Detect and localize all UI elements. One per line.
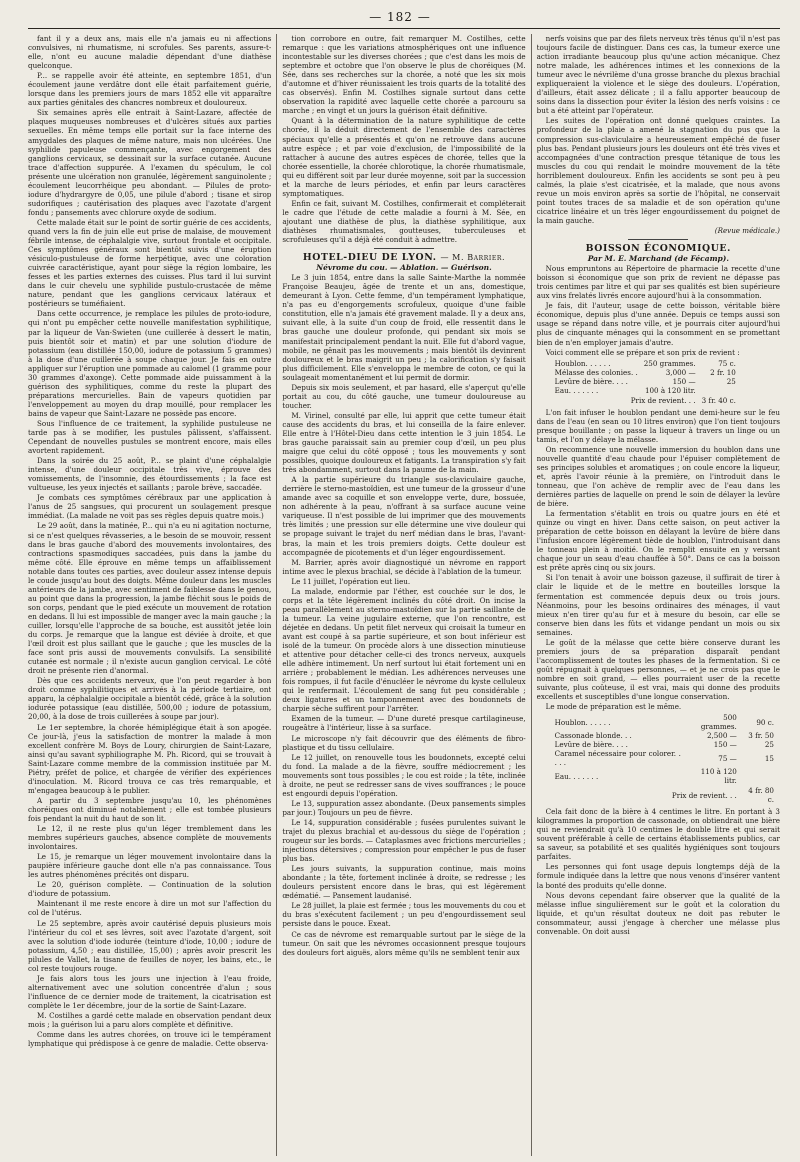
paragraph: Les personnes qui font usage depuis longtemps déjà de la formule indiquée dans la lettre que nous venons d'insérer vantent la bonté des produits qu'elle donne. — [536, 862, 780, 890]
paragraph: Le 25 septembre, après avoir cautérisé depuis plusieurs mois l'intérieur du col et ses lèvres, soit avec l'azotate d'argent, soit avec la solution d'iode iodurée (teinture d'iode, 10,00 ; iodure de potassium, 4,50 ; eau distillée, 15,00) ; après avoir prescrit les pilules de Vallet, la tisane de feuilles de noyer, les bains, etc., le col reste toujours rouge. — [28, 918, 272, 973]
paragraph: Le 13, suppuration assez abondante. (Deux pansements simples par jour.) Toujours un peu de fièvre. — [282, 798, 526, 817]
paragraph: Le mode de préparation est le même. — [545, 702, 682, 712]
recipe-row — [555, 740, 780, 749]
paragraph: Sous l'influence de ce traitement, la syphilide pustuleuse ne tarde pas à se modifier, les pustules pâlissent, s'affaissent. Cependant de nouvelles pustules se montrent encore, mais elles avortent rapidement. — [28, 418, 272, 456]
recipe-table — [555, 713, 780, 804]
quantity: 2,500 — — [706, 731, 737, 741]
recipe-row — [555, 368, 742, 377]
total-value: 3 fr. 40 c. — [701, 395, 736, 405]
paragraph: Le 20, guérison complète. — Continuation de la solution d'iodure de potassium. — [28, 880, 272, 899]
section-heading — [282, 253, 525, 262]
heading-author: — M. Barrier. — [440, 253, 506, 263]
paragraph: M. Costilhes a gardé cette malade en observation pendant deux mois ; la guérison lui a paru alors complète et définitive. — [28, 1010, 272, 1030]
paragraph: Cela fait donc de la bière à 4 centimes le litre. En portant à 3 kilogrammes la proportion de cassonade, on obtiendrait une bière qui ne reviendrait qu'à 10 centimes le double litre et qui serait souvent préférable à celle de certains établissements publics, car sa saveur, sa potabilité et ses qualités hygiéniques sont toujours parfaites. — [536, 807, 780, 862]
ingredient: Houblon. . . . . . — [554, 358, 611, 368]
section-heading: BOISSON ÉCONOMIQUE. — [585, 243, 731, 255]
paragraph: Nous empruntons au Répertoire de pharmacie la recette d'une boisson si économique que son prix de revient ne dépasse pas trois centimes par litre et qui par ses qualités est bien supérieure aux vins frelatés livrés encore aujourd'hui à la consommation. — [536, 264, 780, 301]
paragraph: Le microscope n'y fait découvrir que des éléments de fibro-plastique et du tissu cellulaire. — [282, 733, 526, 752]
quantity: 3,000 — — [665, 367, 696, 377]
cost: 75 c. — [718, 358, 736, 368]
paragraph: Le 12, il ne reste plus qu'un léger tremblement dans les membres supérieurs gauches, absence complète de mouvements involontaires. — [28, 824, 272, 852]
paragraph: Dans cette occurrence, je remplace les pilules de proto-iodure, qui n'ont pu empêcher cette nouvelle manifestation syphilitique, par la liqueur de Van-Swieten (une cuillerée à dessert le matin, puis bientôt soir et matin) et par une solution d'iodure de potassium (eau distillée 150,00, iodure de potassium 5 grammes) à la dose d'une cuillerée à soupe chaque jour. Je fais en outre appliquer sur l'éruption une pommade au calomel (1 gramme pour 30 grammes d'axonge). Cette pommade aide puissamment à la guérison des syphilitiques, comme du reste la plupart des préparations mercurielles. Bain de vapeurs quotidien par l'enveloppement au moyen du drap mouillé, pour remplacer les bains de vapeur que Saint-Lazare ne possède pas encore. — [28, 309, 272, 418]
cost — [743, 767, 780, 785]
paragraph: Six semaines après elle entrait à Saint-Lazare, affectée de plaques muqueuses nombreuses et d'ulcères situés aux parties sexuelles. En même temps elle portait sur la face interne des amygdales des plaques de même nature, mais non ulcérées. Une syphilide papuleuse commençante, avec engorgement des ganglions cervicaux, se dessinait sur la surface cutanée. Aucune trace d'affection suppurée. A l'examen du spéculum, le col présente une ulcération non granulée, légèrement sanguinolente ; écoulement leucorrhéique peu abondant. — Pilules de proto-iodure d'hydrargyre de 0,05, une pilule d'abord ; tisane et sirop sudorifiques ; cautérisation des plaques avec l'azotate d'argent fondu ; pansements avec chlorure oxyde de sodium. — [28, 108, 272, 217]
ingredient: Levûre de bière. . . . — [554, 740, 628, 750]
quantity: 150 — — [672, 376, 696, 386]
page-number: — 182 — — [369, 10, 431, 24]
quantity: 110 à 120 litr. — [700, 767, 737, 786]
paragraph: Le 28 juillet, la plaie est fermée ; tous les mouvements du cou et du bras s'exécutent facilement ; un peu d'engourdissement seul persiste dans le pouce. Exeat. — [282, 901, 526, 929]
recipe-row — [555, 359, 742, 368]
paragraph: Si l'on tenait à avoir une boisson gazeuse, il suffirait de tirer à clair le liquide et de le mettre en bouteilles lorsque la fermentation est commencée depuis deux ou trois jours. Néanmoins, pour les besoins ordinaires des ménages, il vaut mieux n'en tirer qu'au fur et à mesure du besoin, car elle se conserve bien dans les fûts et vidange pendant un mois ou six semaines. — [536, 573, 780, 637]
quantity: 250 grammes. — [643, 358, 696, 368]
paragraph: Le 12 juillet, on renouvelle tous les boudonnets, excepté celui du fond. La malade a de la fièvre, souffre médiocrement ; les mouvements sont tous possibles ; le cou est roide ; la tête, inclinée à droite, ne peut se redresser sans de vives souffrances ; le pouce est engourdi depuis l'opération. — [282, 752, 526, 798]
paragraph: Comme dans les autres chorées, on trouve ici le tempérament lymphatique qui prédispose à ce genre de maladie. Cette observa- — [28, 1030, 272, 1049]
paragraph: Cette malade était sur le point de sortir guérie de ces accidents, quand vers la fin de juin elle eut prise de malaise, de mouvement fébrile intense, de céphalalgie vive, surtout frontale et occipitale. Ces symptômes généraux sont bientôt suivis d'une éruption vésiculo-pustuleuse de forme herpétique, avec une coloration cuivrée caractéristique, ayant pour siège la région lombaire, les fesses et les parties externes des cuisses. Plus tard il lui survint dans le cuir chevelu une syphilide pustulo-crustacée de même nature, pendant que les ganglions cervicaux latéraux et postérieurs se tuméfiaient. — [28, 217, 272, 309]
total-label: Prix de revient. . . — [630, 395, 696, 405]
quantity: 100 à 120 litr. — [644, 385, 696, 395]
column-3 — [537, 34, 780, 1156]
paragraph: M. Barrier, après avoir diagnostiqué un névrome en rapport intime avec le plexus brachial, se décide à l'ablation de la tumeur. — [282, 557, 526, 576]
paragraph: fant il y a deux ans, mais elle n'a jamais eu ni affections convulsives, ni rhumatisme, ni scrofules. Ses parents, assure-t-elle, n'ont eu aucune maladie dépendant d'une diathèse quelconque. — [28, 34, 272, 71]
cost: 25 — [764, 740, 774, 750]
paragraph: Le 15, je remarque un léger mouvement involontaire dans la paupière inférieure gauche dont elle n'a pas connaissance. Tous les autres phénomènes précités ont disparu. — [28, 852, 272, 880]
recipe-row — [555, 713, 780, 731]
header-rule — [28, 28, 780, 29]
paragraph: Voici comment elle se prépare et son prix de revient : — [545, 347, 740, 357]
paragraph: Dans la soirée du 25 août, P... se plaint d'une céphalalgie intense, d'une douleur occipitale très vive, éprouve des vomissements, de l'insomnie, des étourdissements ; la face est vultueuse, les yeux injectés et saillants ; parole brève, saccadée. — [28, 456, 272, 493]
paragraph: Les suites de l'opération ont donné quelques craintes. La profondeur de la plaie a amené la stagnation du pus que la compression sus-claviculaire a heureusement empêché de fuser plus bas. Pendant plusieurs jours les douleurs ont été très vives et accompagnées d'une contraction presque tétanique de tous les muscles du cou qui rendait le moindre mouvement de la tête horriblement douloureux. Enfin les accidents se sont peu à peu calmés, la plaie s'est cicatrisée, et la malade, que nous avons revue un mois environ après sa sortie de l'hôpital, ne conservait point toutes traces de sa maladie et de son opération qu'une cicatrice linéaire et un très léger engourdissement du poignet de la main gauche. — [536, 116, 780, 225]
paragraph: tion corrobore en outre, fait remarquer M. Costilhes, cette remarque : que les variations atmosphériques ont une influence incontestable sur les diverses chorées ; que c'est dans les mois de septembre et octobre que l'on observe le plus de choréiques (M. Sée, dans ses recherches sur la chorée, a noté que les six mois d'automne et d'hiver réunissaient les trois quarts de la totalité des cas observés). Enfin M. Costilhes signale surtout dans cette observation la rapidité avec laquelle cette chorée a parcouru sa marche ; en vingt et un jours la guérison était définitive. — [282, 34, 526, 116]
paragraph: L'on fait infuser le houblon pendant une demi-heure sur le feu dans de l'eau (en sean ou 10 litres environ) que l'on tient toujours presque bouillante ; on passe la liqueur à travers un linge ou un tamis, et l'on y délaye la mélasse. — [536, 407, 780, 444]
paragraph: Maintenant il me reste encore à dire un mot sur l'affection du col de l'utérus. — [28, 899, 272, 918]
recipe-total-row — [555, 395, 742, 405]
paragraph: A partir du 3 septembre jusqu'au 10, les phénomènes choréiques ont diminué notablement ; elle est tombée plusieurs fois pendant la nuit du haut de son lit. — [28, 795, 272, 823]
section-separator — [374, 248, 434, 249]
ingredient: Eau. . . . . . . — [554, 771, 599, 781]
paragraph: Ce cas de névrome est remarquable surtout par le siège de la tumeur. On sait que les névromes occasionnent presque toujours des douleurs fort aiguës, alors même qu'ils ne semblent tenir aux — [282, 929, 526, 957]
cost: 3 fr. 50 — [748, 731, 774, 741]
total-value: 4 fr. 80 c. — [748, 786, 774, 805]
paragraph: Nous devons cependant faire observer que la qualité de la mélasse influe singulièrement sur le goût et la coloration du liquide, et qu'un résultat douteux ne doit pas rebuter le consommateur, aussi j'engage à chercher une mélasse plus convenable. On doit aussi — [536, 890, 780, 936]
ingredient: Eau. . . . . . . — [554, 385, 599, 395]
heading-title: HOTEL-DIEU DE LYON. — [302, 252, 437, 264]
recipe-row — [555, 386, 742, 395]
paragraph: Je combats ces symptômes cérébraux par une application à l'anus de 25 sangsues, qui procurent un soulagement presque immédiat. (La malade ne voit pas ses règles depuis quatre mois.) — [28, 493, 272, 521]
paragraph: Examen de la tumeur. — D'une dureté presque cartilagineuse, rougeâtre à l'intérieur, lisse à sa surface. — [282, 714, 526, 733]
paragraph: Quant à la détermination de la nature syphilitique de cette chorée, il la déduit directement de l'ensemble des caractères spéciaux qu'elle a présentés et qu'on ne retrouve dans aucune autre espèce ; et par voie d'exclusion, de l'impossibilité de la rattacher à aucune des autres espèces de chorée, telles que la chorée essentielle, la chorée chlorotique, la chorée rhumatismale, qui eu différent soit par leur durée moyenne, soit par la succession et la marche de leurs périodes, et enfin par leurs caractères symptomatiques. — [282, 116, 526, 198]
recipe-total-row — [555, 785, 780, 804]
paragraph: M. Virinel, consulté par elle, lui apprit que cette tumeur était cause des accidents du bras, et lui conseilla de la faire enlever. Elle entre à l'Hôtel-Dieu dans cette intention le 3 juin 1854. Le bras gauche paraissait sain au premier coup d'œil, un peu plus maigre que celui du côté opposé ; tous les mouvements y sont possibles, quoique douloureux et fatigants. La transpiration s'y fait très abondamment, surtout dans la paume de la main. — [282, 410, 526, 475]
paragraph: Je fais, dit l'auteur, usage de cette boisson, véritable bière économique, depuis plus d'une année. Depuis ce temps aussi son usage se répand dans notre ville, et je pourrais citer aujourd'hui plus de cinquante ménages qui la consomment en se promettant bien de n'en employer jamais d'autre. — [536, 301, 780, 347]
paragraph: Le 29 août, dans la matinée, P... qui n'a eu ni agitation nocturne, si ce n'est quelques rêvasseries, a le besoin de se mouvoir, ressent dans le bras gauche d'abord des mouvements involontaires, des contractions spasmodiques saccadées, puis dans la jambe du même côté. Elle éprouve en même temps un affaiblissement notable dans toutes ces parties, avec douleur assez intense depuis le coude jusqu'au bout des doigts. Même douleur dans les muscles antérieurs de la jambe, avec sentiment de faiblesse dans le genou, au point que dans la progression, la jambe fléchit sous le poids de son corps, pendant que le pied exécute un mouvement de rotation en dedans. Il lui est impossible de manger avec la main gauche ; la cuiller, lorsqu'elle l'approche de sa bouche, est aussitôt jetée loin du corps. Je remarque que la langue est déviée à droite, et que l'œil droit est plus saillant que le gauche ; que les muscles de la face sont pris aussi de mouvements convulsifs. La sensibilité cutanée est normale ; il n'existe aucun ganglion cervical. Le côté droit ne présente rien d'anormal. — [28, 521, 272, 676]
ingredient: Cassonade blonde. . . — [554, 731, 632, 741]
ingredient: Houblon. . . . . . — [554, 717, 611, 727]
paragraph: P... se rappelle avoir été atteinte, en septembre 1851, d'un écoulement jaune verdâtre dont elle était parfaitement guérie, lorsque dans les premiers jours de mars 1852 elle vit apparaître aux parties génitales des chancres nombreux et douloureux. — [28, 71, 272, 108]
cost — [702, 386, 742, 395]
column-divider — [276, 34, 277, 1156]
author-line: Par M. E. Marchand (de Fécamp). — [587, 254, 729, 264]
paragraph: Les jours suivants, la suppuration continue, mais moins abondante ; la tête, fortement inclinée à droite, se redresse ; les douleurs persistent encore dans le bras, qui est légèrement œdématié. — Pansement laudanisé. — [282, 864, 526, 901]
source-citation: (Revue médicale.) — [714, 225, 780, 235]
section-subheading: Névrome du cou. — Ablation. — Guérison. — [316, 263, 492, 273]
ingredient: Levûre de bière. . . . — [554, 376, 628, 386]
column-1 — [28, 34, 271, 1156]
paragraph: Je fais alors tous les jours une injection à l'eau froide, alternativement avec une solution concentrée d'alun ; sous l'influence de ce dernier mode de traitement, la cicatrisation est complète le 1er décembre, jour de la sortie de Saint-Lazare. — [28, 973, 272, 1010]
section-separator — [628, 239, 688, 240]
paragraph: Depuis six mois seulement, et par hasard, elle s'aperçut qu'elle portait au cou, du côté gauche, une tumeur douloureuse au toucher. — [282, 382, 526, 410]
paragraph: Le goût de la mélasse que cette bière conserve durant les premiers jours de sa préparation disparaît pendant l'accomplissement de toutes les phases de la fermentation. Si ce goût répugnait à quelques personnes, — et je ne crois pas que le nombre en soit grand, — elles pourraient user de la recette suivante, plus coûteuse, il est vrai, mais qui donne des produits excellents et susceptibles d'une longue conservation. — [536, 637, 780, 702]
recipe-row — [555, 377, 742, 386]
column-2 — [282, 34, 525, 1156]
column-divider — [531, 34, 532, 1156]
cost: 25 — [726, 376, 736, 386]
ingredient: Caramel nécessaire pour colorer. . . . . — [554, 749, 681, 768]
paragraph: On recommence une nouvelle immersion du houblon dans une nouvelle quantité d'eau chaude pour l'épuiser complètement de ses principes solubles et aromatiques ; on coule encore la liqueur, et, après l'avoir réunie à la première, on l'introduit dans le tonneau, que l'on achève de remplir avec de l'eau dans les dernières parties de laquelle on prend le soin de délayer la levûre de bière. — [536, 444, 780, 509]
text-columns — [28, 34, 780, 1156]
paragraph: Le 14, suppuration considérable ; fusées purulentes suivant le trajet du plexus brachial et au-dessous du siège de l'opération ; rougeur sur les bords. — Cataplasmes avec frictions mercurielles ; injections détersives ; compression pour empêcher le pus de fuser plus bas. — [282, 817, 526, 864]
paragraph: A la partie supérieure du triangle sus-claviculaire gauche, derrière le sterno-mastoïdien, est une tumeur de la grosseur d'une amande avec sa coquille et son enveloppe verte, dure, bossuée, non adhérente à la peau, n'offrant à sa surface aucune veine variqueuse. Il n'est possible de lui imprimer que des mouvements très limités ; une pression sur elle détermine une vive douleur qui se propage suivant le trajet du nerf médian dans le bras, l'avant-bras, la main et les trois premiers doigts. Cette douleur est accompagnée de picotements et d'un léger engourdissement. — [282, 475, 526, 557]
recipe-row — [555, 749, 780, 767]
paragraph: Le 1er septembre, la chorée hémiplégique était à son apogée. Ce jour-là, j'eus la satisfaction de montrer la malade à mon excellent confrère M. Boys de Loury, chirurgien de Saint-Lazare, ainsi qu'au savant syphiliographe M. Ph. Ricord, qui se trouvait à Saint-Lazare comme membre de la commission instituée par M. Piétry, préfet de police, et chargée de vérifier des expériences d'inoculation. M. Ricord trouva ce cas très remarquable, et m'engagea beaucoup à le publier. — [28, 722, 272, 795]
paragraph: Le 3 juin 1854, entre dans la salle Sainte-Marthe la nommée Françoise Beaujeu, âgée de trente et un ans, domestique, demeurant à Lyon. Cette femme, d'un tempérament lymphatique, n'a pas eu d'engorgements scrofuleux, quoique d'une faible constitution, elle n'a jamais été gravement malade. Il y a deux ans, suivant elle, à la suite d'un coup de froid, elle ressentit dans le bras gauche une douleur profonde, qui pendant six mois se manifestait principalement pendant la nuit. Elle fut d'abord vague, mobile, ne gênait pas les mouvements ; mais bientôt ils devinrent douloureux et le bras maigrit un peu ; la calorification s'y faisait plus difficilement. Elle s'enveloppa le membre de coton, ce qui la soulageait momentanément et lui permit de dormir. — [282, 273, 526, 382]
paragraph: Enfin ce fait, suivant M. Costilhes, confirmerait et compléterait le cadre que l'étude de cette maladie a fourni à M. Sée, en ajoutant une diathèse de plus, la diathèse syphilitique, aux diathèses rhumatismales, goutteuses, tuberculeuses et scrofuleuses qu'il a déjà été conduit à admettre. — [282, 198, 526, 245]
cost: 90 c. — [756, 717, 774, 727]
ingredient: Mélasse des colonies. . — [554, 367, 638, 377]
paragraph: La malade, endormie par l'éther, est couchée sur le dos, le corps et la tête légèrement inclinés du côté droit. On incise la peau parallèlement au sterno-mastoïdien sur la partie saillante de la tumeur. La veine jugulaire externe, que l'on rencontre, est déjetée en dedans. Un petit filet nerveux qui croisait la tumeur en avant est coupé à sa partie supérieure, et son bout inférieur est isolé de la tumeur. On procède alors à une dissection minutieuse et attentive pour détacher celle-ci des troncs nerveux, auxquels elle adhère intimement. Un nerf surtout lui était fortement uni en arrière ; probablement le médian. Les adhérences nerveuses une fois rompues, il fut facile d'énucléer le névrome du kyste celluleux qui le renfermait. L'écoulement de sang fut peu considérable ; deux ligatures et un tamponnement avec des boudonnets de charpie sèche suffirent pour l'arrêter. — [282, 586, 526, 714]
cost: 2 fr. 10 — [710, 367, 736, 377]
quantity: 150 — — [713, 740, 737, 750]
total-label: Prix de revient. . . — [671, 790, 737, 800]
paragraph: nerfs voisins que par des filets nerveux très ténus qu'il n'est pas toujours facile de distinguer. Dans ces cas, la tumeur exerce une action irradiante beaucoup plus qu'une action mécanique. Chez notre malade, les adhérences intimes et les connexions de la tumeur avec le névrilème d'una grosse branche du plexus brachial expliqueraient la violence et le siège des douleurs. L'opération, d'ailleurs, était assez délicate ; il a fallu apporter beaucoup de soins dans la dissection pour éviter la lésion des nerfs voisins : ce but a été atteint par l'opérateur. — [536, 34, 780, 116]
recipe-row — [555, 767, 780, 785]
paragraph: Dès que ces accidents nerveux, que l'on peut regarder à bon droit comme syphilitiques et arrivés à la période tertiaire, ont apparu, la céphalalgie occipitale a bientôt cédé, grâce à la solution iodurée potassique (eau distillée, 500,00 ; iodure de potassium, 20,00, à la dose de trois cuillerées à soupe par jour). — [28, 676, 272, 722]
quantity: 500 grammes. — [700, 713, 737, 732]
paragraph: La fermentation s'établit en trois ou quatre jours en été et quinze ou vingt en hiver. Dans cette saison, on peut activer la préparation de cette boisson en délayant la levûre de bière dans l'infusion encore légèrement tiède de houblon, l'introduisant dans le tonneau plein à moitié. On le remplit ensuite en y versant chaque jour un seau d'eau chauffée à 50°. Dans ce cas la boisson est prête après cinq ou six jours. — [536, 509, 780, 573]
recipe-row — [555, 731, 780, 740]
quantity: 75 — — [718, 753, 737, 763]
paragraph: Le 11 juillet, l'opération eut lieu. — [291, 576, 411, 586]
recipe-table — [555, 359, 742, 405]
cost: 15 — [764, 753, 774, 763]
